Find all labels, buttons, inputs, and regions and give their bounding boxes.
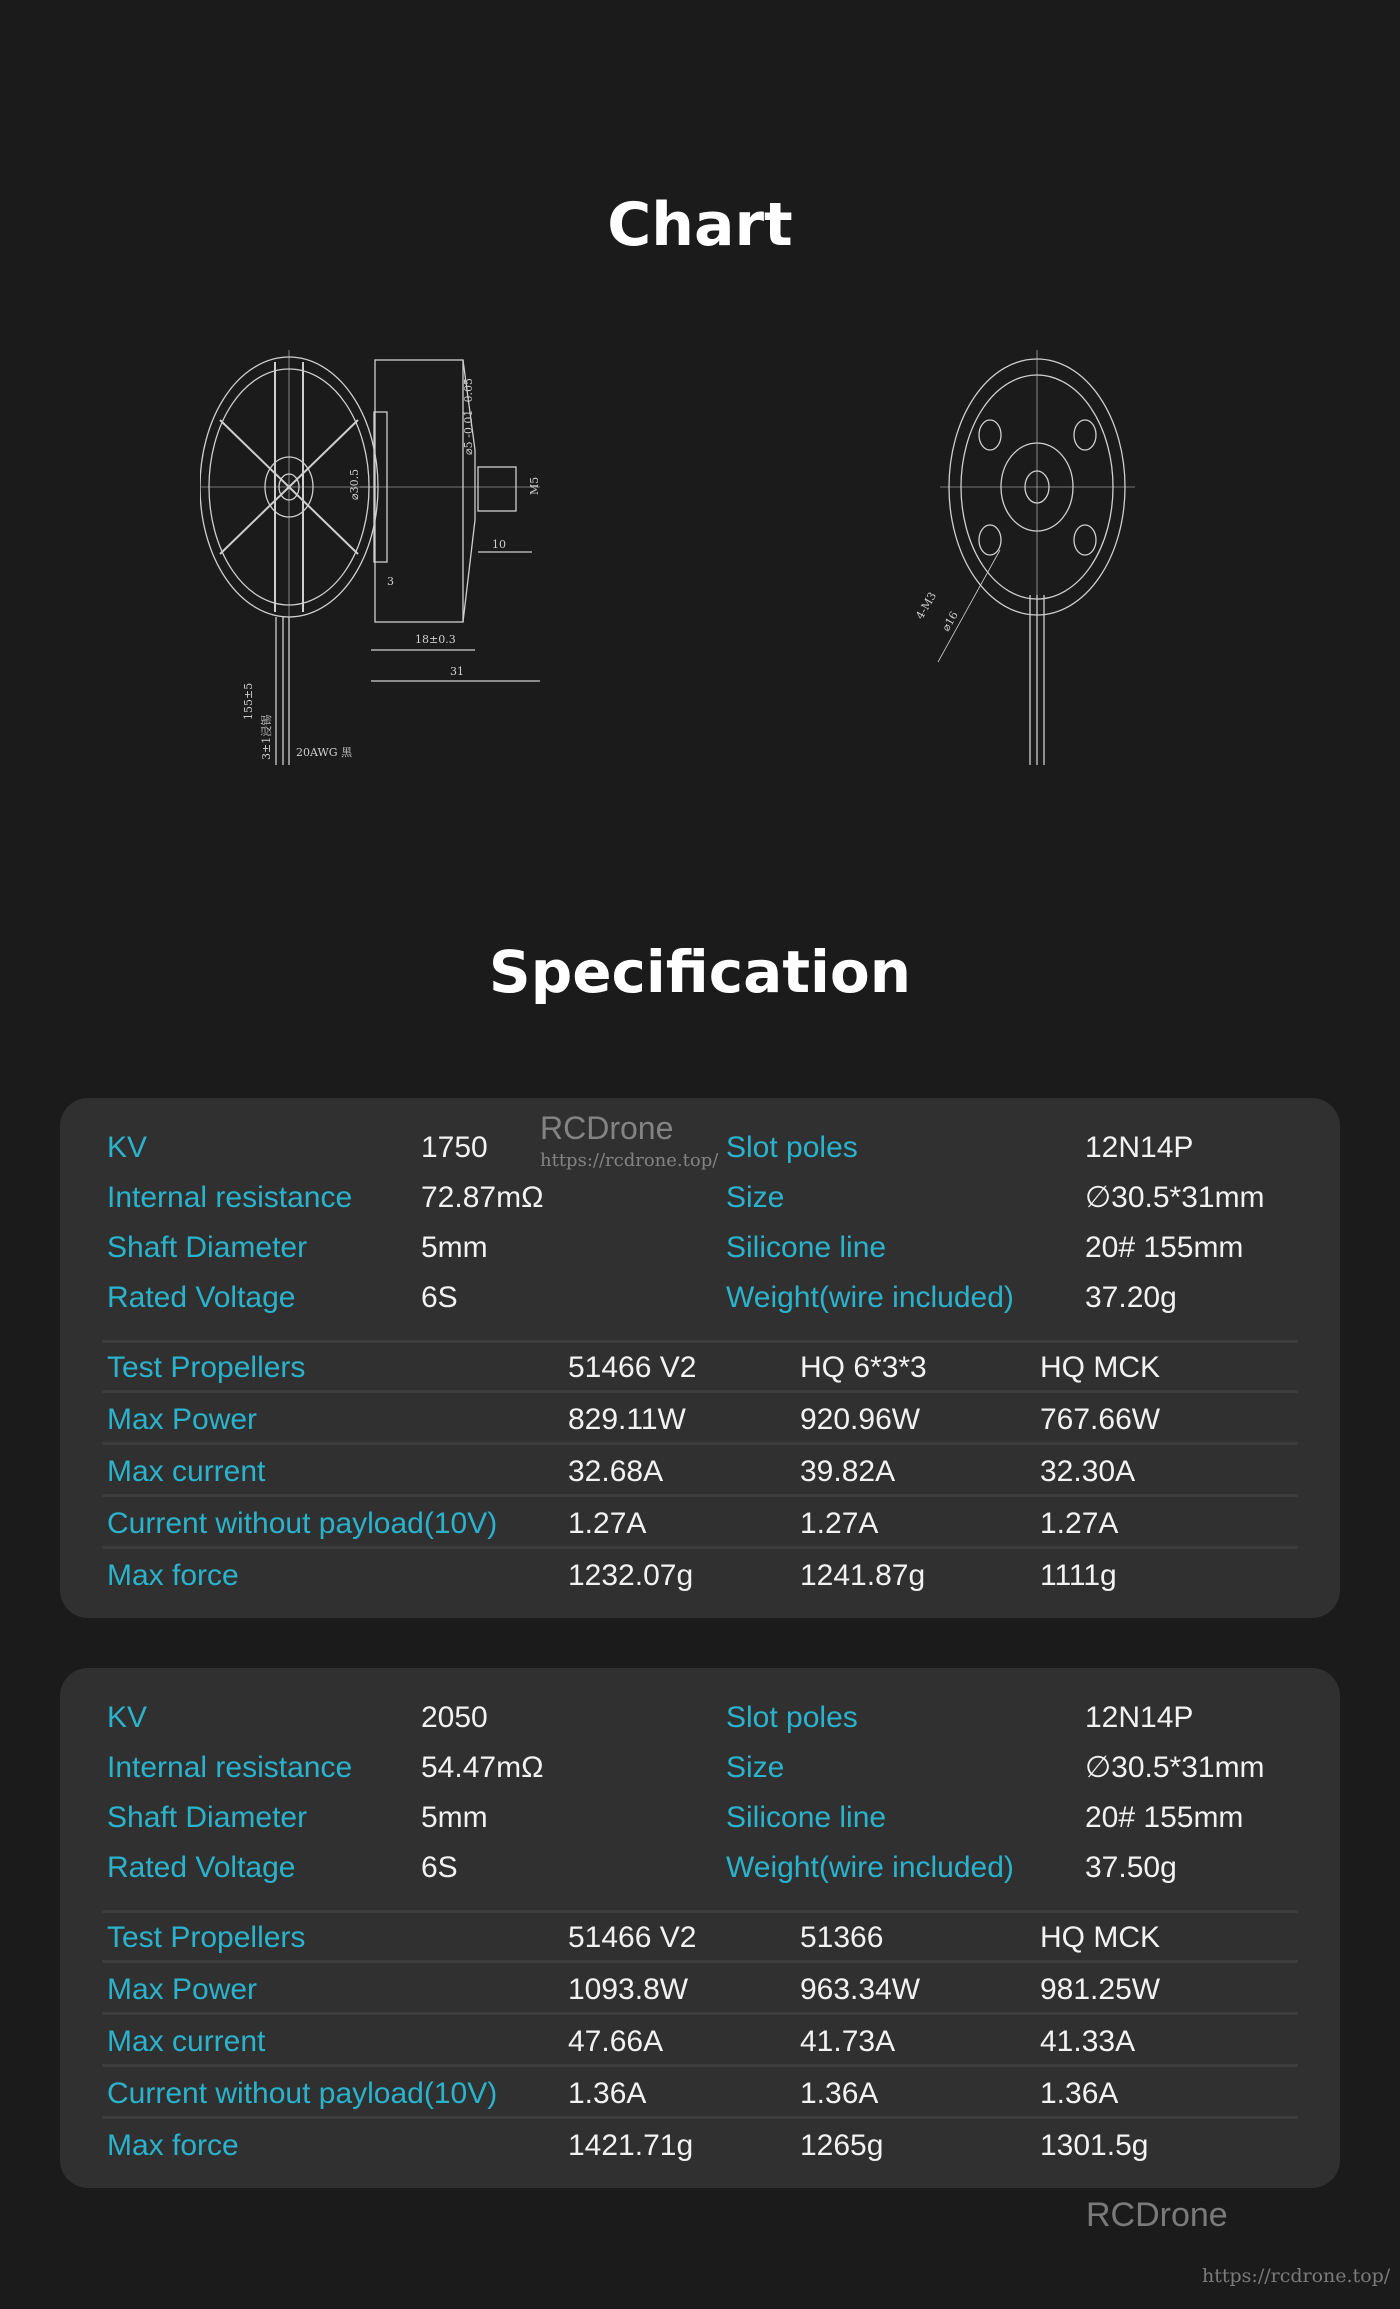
table-row-label: Max current [107, 2025, 266, 2058]
table-row-label: Test Propellers [107, 1351, 306, 1384]
spec-value: 2050 [421, 1701, 488, 1734]
table-cell: 51366 [800, 1921, 884, 1954]
table-cell: 920.96W [800, 1403, 921, 1436]
spec-value: 6S [421, 1281, 458, 1314]
spec-value: 72.87mΩ [421, 1181, 544, 1214]
spec-value: 6S [421, 1851, 458, 1884]
spec-value: 1750 [421, 1131, 488, 1164]
table-cell: 1301.5g [1040, 2129, 1149, 2162]
dim-hole-circle: ⌀16 [939, 609, 961, 634]
dim-shaft: ⌀5 -0.01 -0.05 [462, 377, 475, 455]
table-cell: 981.25W [1040, 1973, 1161, 2006]
watermark-url: https://rcdrone.top/ [540, 1150, 719, 1171]
table-cell: 1111g [1040, 1559, 1117, 1592]
table-cell: 1421.71g [568, 2129, 694, 2162]
table-cell: 1.36A [1040, 2077, 1119, 2110]
watermark-brand: RCDrone [540, 1110, 674, 1146]
spec-label: Slot poles [726, 1701, 858, 1734]
table-cell: 32.68A [568, 1455, 664, 1488]
spec-label: KV [107, 1131, 148, 1164]
spec-value: 20# 155mm [1085, 1801, 1244, 1834]
table-cell: HQ 6*3*3 [800, 1351, 927, 1384]
row-divider [102, 2012, 1298, 2015]
table-cell: 1232.07g [568, 1559, 694, 1592]
row-divider [102, 1546, 1298, 1549]
dim-diameter: ⌀30.5 [348, 468, 361, 500]
table-cell: 1.27A [1040, 1507, 1119, 1540]
table-cell: 963.34W [800, 1973, 921, 2006]
spec-value: ∅30.5*31mm [1085, 1181, 1265, 1214]
spec-label: Shaft Diameter [107, 1801, 308, 1834]
table-cell: 41.33A [1040, 2025, 1136, 2058]
spec-label: Weight(wire included) [726, 1851, 1014, 1884]
row-divider [102, 1442, 1298, 1445]
table-cell: HQ MCK [1040, 1921, 1160, 1954]
spec-label: Rated Voltage [107, 1851, 296, 1884]
chart-heading: Chart [607, 190, 793, 260]
section-divider [102, 1340, 1298, 1343]
dim-body-length: 18±0.3 [415, 633, 456, 646]
spec-value: 12N14P [1085, 1701, 1194, 1734]
row-divider [102, 2064, 1298, 2067]
spec-value: 5mm [421, 1231, 488, 1264]
table-cell: 1241.87g [800, 1559, 926, 1592]
spec-value: 20# 155mm [1085, 1231, 1244, 1264]
dim-tin: 3±1浸锡 [260, 714, 273, 760]
spec-label: Rated Voltage [107, 1281, 296, 1314]
table-cell: 1.27A [568, 1507, 647, 1540]
spec-value: 37.20g [1085, 1281, 1177, 1314]
dim-total-length: 31 [450, 665, 464, 678]
spec-label: Size [726, 1751, 785, 1784]
table-row-label: Test Propellers [107, 1921, 306, 1954]
spec-label: Weight(wire included) [726, 1281, 1014, 1314]
spec-label: Silicone line [726, 1231, 887, 1264]
table-cell: 51466 V2 [568, 1921, 697, 1954]
spec-card-2050kv [60, 1668, 1340, 2188]
watermark-brand-bottom: RCDrone [1086, 2196, 1228, 2234]
table-cell: 41.73A [800, 2025, 896, 2058]
spec-label: KV [107, 1701, 148, 1734]
table-cell: 1093.8W [568, 1973, 689, 2006]
table-cell: 39.82A [800, 1455, 896, 1488]
row-divider [102, 1960, 1298, 1963]
table-cell: 32.30A [1040, 1455, 1136, 1488]
dim-holes: 4-M3 [913, 589, 940, 622]
table-cell: HQ MCK [1040, 1351, 1160, 1384]
table-cell: 51466 V2 [568, 1351, 697, 1384]
spec-value: 54.47mΩ [421, 1751, 544, 1784]
table-cell: 829.11W [568, 1403, 686, 1436]
table-cell: 1265g [800, 2129, 884, 2162]
spec-value: 5mm [421, 1801, 488, 1834]
row-divider [102, 1390, 1298, 1393]
table-row-label: Max Power [107, 1973, 258, 2006]
spec-label: Shaft Diameter [107, 1231, 308, 1264]
specification-heading: Specification [488, 938, 912, 1006]
dim-thread: M5 [528, 476, 541, 495]
table-row-label: Max Power [107, 1403, 258, 1436]
table-cell: 47.66A [568, 2025, 664, 2058]
dim-wire: 20AWG 黑 [296, 746, 353, 759]
table-cell: 767.66W [1040, 1403, 1161, 1436]
dim-shaft-length: 10 [492, 538, 506, 551]
table-cell: 1.27A [800, 1507, 879, 1540]
watermark-url-bottom: https://rcdrone.top/ [1202, 2265, 1391, 2287]
dim-base: 3 [387, 575, 394, 588]
dim-wire-length: 155±5 [242, 682, 255, 720]
row-divider [102, 2116, 1298, 2119]
table-row-label: Current without payload(10V) [107, 1507, 498, 1540]
motor-top-view [200, 350, 378, 765]
section-divider [102, 1910, 1298, 1913]
spec-value: 12N14P [1085, 1131, 1194, 1164]
table-row-label: Max force [107, 1559, 239, 1592]
spec-label: Internal resistance [107, 1181, 353, 1214]
spec-value: ∅30.5*31mm [1085, 1751, 1265, 1784]
table-cell: 1.36A [800, 2077, 879, 2110]
spec-label: Silicone line [726, 1801, 887, 1834]
motor-technical-drawing [200, 340, 1200, 810]
table-row-label: Max force [107, 2129, 239, 2162]
row-divider [102, 1494, 1298, 1497]
spec-card-1750kv [60, 1098, 1340, 1618]
table-cell: 1.36A [568, 2077, 647, 2110]
motor-bottom-view [938, 350, 1135, 765]
table-row-label: Max current [107, 1455, 266, 1488]
spec-label: Slot poles [726, 1131, 858, 1164]
spec-value: 37.50g [1085, 1851, 1177, 1884]
spec-label: Size [726, 1181, 785, 1214]
spec-label: Internal resistance [107, 1751, 353, 1784]
table-row-label: Current without payload(10V) [107, 2077, 498, 2110]
